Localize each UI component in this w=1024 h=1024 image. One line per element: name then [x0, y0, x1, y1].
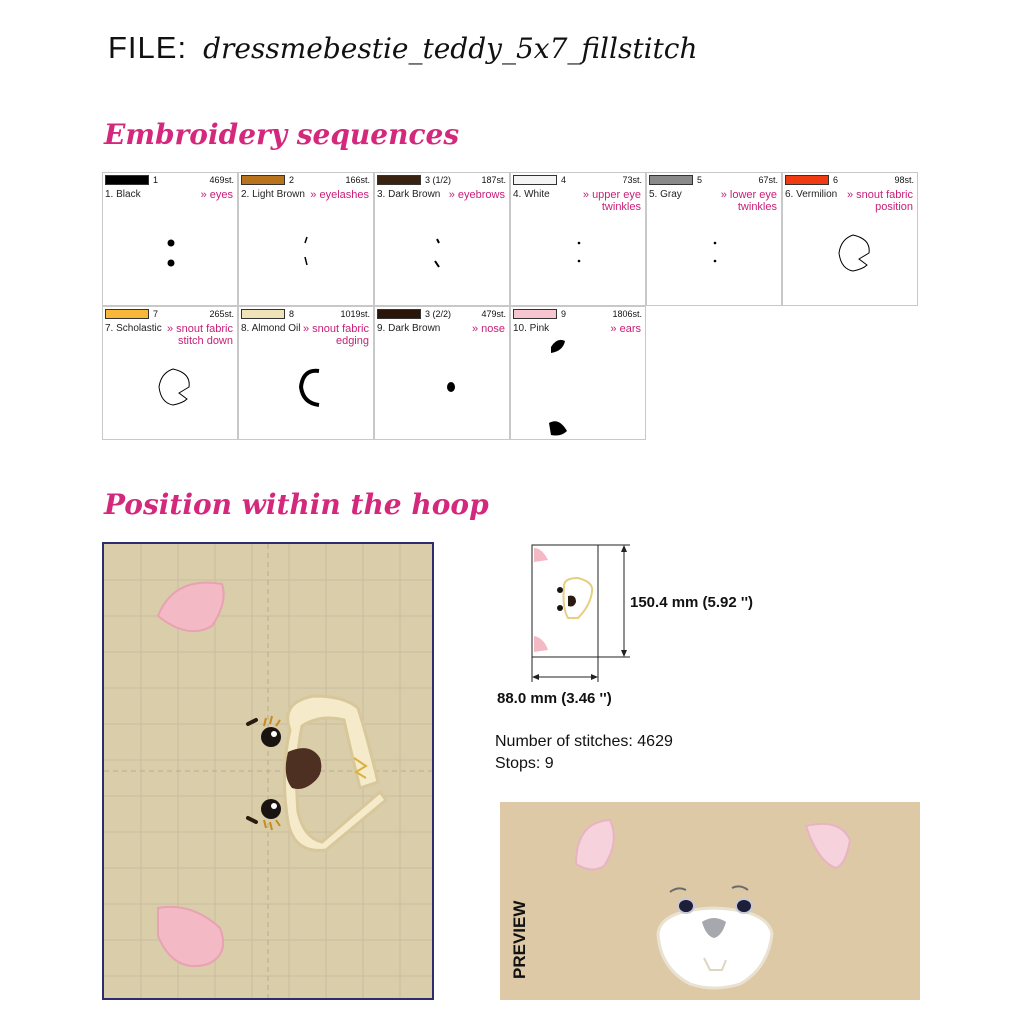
stitch-count: 479st.	[481, 309, 506, 319]
hoop-design-illustration	[104, 544, 432, 998]
sequence-description: » lower eye twinkles	[720, 189, 777, 213]
hoop-layout-view	[102, 542, 434, 1000]
thread-color-name: 6. Vermilion	[785, 189, 838, 200]
sequence-number: 6	[833, 175, 839, 185]
snout-outline-icon	[103, 307, 239, 441]
sequence-number: 1	[153, 175, 159, 185]
embroidery-sequences-title: Embroidery sequences	[104, 118, 460, 151]
twinkle-dots-icon	[511, 173, 647, 307]
sequence-cell	[510, 172, 646, 306]
thread-color-name: 7. Scholastic	[105, 323, 162, 334]
sequence-cell	[102, 172, 238, 306]
thread-color-name: 10. Pink	[513, 323, 550, 334]
stitch-count-label: Number of stitches: 4629	[495, 733, 673, 750]
sequence-number: 9	[561, 309, 567, 319]
stitch-count: 67st.	[758, 175, 778, 185]
sequence-cell	[782, 172, 918, 306]
height-dimension-label: 150.4 mm (5.92 '')	[630, 594, 754, 611]
ears-icon	[511, 307, 647, 441]
file-label: FILE:	[108, 30, 188, 65]
sequence-cell	[238, 172, 374, 306]
thread-color-name: 9. Dark Brown	[377, 323, 441, 334]
stops-count-label: Stops: 9	[495, 755, 554, 772]
hoop-position-title: Position within the hoop	[104, 488, 489, 521]
sequence-number: 3 (2/2)	[425, 309, 452, 319]
thread-color-name: 3. Dark Brown	[377, 189, 441, 200]
stitch-count: 1806st.	[612, 309, 642, 319]
sequence-number: 5	[697, 175, 703, 185]
snout-edging-icon	[239, 307, 375, 441]
thread-color-name: 4. White	[513, 189, 550, 200]
sequence-number: 3 (1/2)	[425, 175, 452, 185]
stitch-count: 98st.	[894, 175, 914, 185]
stitch-count: 469st.	[209, 175, 234, 185]
sequence-description: » eyebrows	[448, 189, 505, 201]
eyebrows-icon	[375, 173, 511, 307]
stitch-count: 265st.	[209, 309, 234, 319]
sequence-number: 2	[289, 175, 295, 185]
sequence-cell	[646, 172, 782, 306]
sequence-cell	[374, 172, 510, 306]
eyelashes-icon	[239, 173, 375, 307]
thread-color-name: 8. Almond Oil	[241, 323, 301, 334]
thread-color-name: 1. Black	[105, 189, 141, 200]
sequence-cell	[238, 306, 374, 440]
dimension-diagram	[500, 542, 630, 682]
sequence-description: » nose	[471, 323, 505, 335]
file-header	[108, 30, 698, 80]
sequence-description: » snout fabric position	[846, 189, 913, 213]
design-preview	[500, 802, 920, 1000]
sequence-cell	[102, 306, 238, 440]
eyes-dots-icon	[103, 173, 239, 307]
snout-outline-icon	[783, 173, 919, 307]
stitch-count: 1019st.	[340, 309, 370, 319]
sequence-cell	[510, 306, 646, 440]
stitch-count: 166st.	[345, 175, 370, 185]
sequence-description: » snout fabric stitch down	[166, 323, 233, 347]
sequence-description: » eyes	[200, 189, 233, 201]
sequence-description: » upper eye twinkles	[582, 189, 641, 213]
sequence-number: 7	[153, 309, 159, 319]
sequence-description: » snout fabric edging	[302, 323, 369, 347]
sequence-description: » ears	[610, 323, 641, 335]
thread-color-name: 2. Light Brown	[241, 189, 305, 200]
stitch-count: 187st.	[481, 175, 506, 185]
embroidery-sequence-grid	[102, 172, 920, 442]
sequence-cell	[374, 306, 510, 440]
thread-color-name: 5. Gray	[649, 189, 682, 200]
teddy-preview-illustration	[500, 802, 920, 1000]
sequence-description: » eyelashes	[310, 189, 369, 201]
stitch-count: 73st.	[622, 175, 642, 185]
sequence-number: 8	[289, 309, 295, 319]
width-dimension-label: 88.0 mm (3.46 '')	[497, 690, 612, 707]
preview-label: PREVIEW	[510, 900, 529, 979]
sequence-number: 4	[561, 175, 567, 185]
file-name: dressmebestie_teddy_5x7_fillstitch	[203, 32, 698, 65]
nose-icon	[375, 307, 511, 441]
twinkle-dots-icon	[647, 173, 783, 307]
